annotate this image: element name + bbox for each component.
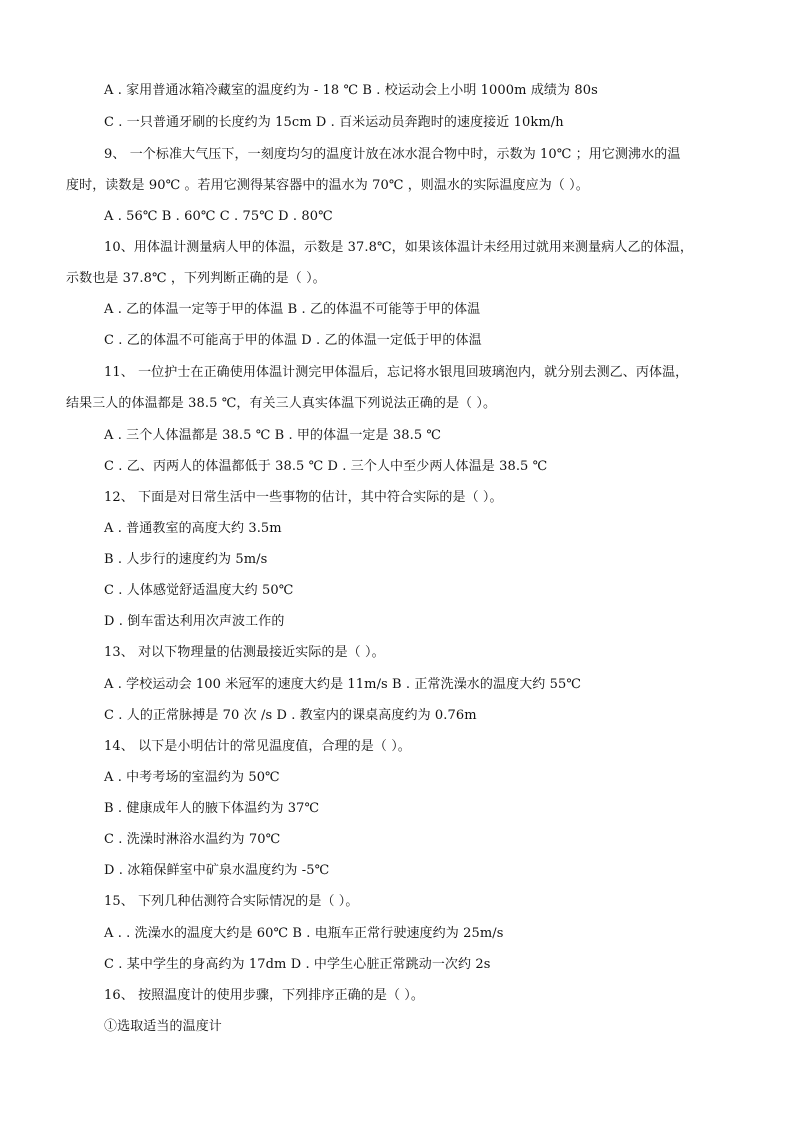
question-11-line-2: 结果三人的体温都是 38.5 ℃，有关三人真实体温下列说法正确的是（ ）。 <box>66 396 497 411</box>
option-line-8cd: C . 一只普通牙刷的长度约为 15cm D . 百米运动员奔跑时的速度接近 10km/h <box>104 115 564 130</box>
question-10-line-2: 示数也是 37.8℃ ，下列判断正确的是（ ）。 <box>66 271 326 286</box>
option-12a: A . 普通教室的高度大约 3.5m <box>104 521 282 536</box>
question-9-line-1: 9、 一个标准大气压下，一刻度均匀的温度计放在冰水混合物中时，示数为 10℃ ；用它测沸水的温 <box>104 147 681 162</box>
option-line-13ab: A . 学校运动会 100 米冠军的速度大约是 11m/s B . 正常洗澡水的温度大约 55℃ <box>104 677 582 692</box>
option-12c: C . 人体感觉舒适温度大约 50℃ <box>104 583 294 598</box>
option-line-15cd: C . 某中学生的身高约为 17dm D . 中学生心脏正常跳动一次约 2s <box>104 957 491 972</box>
option-12b: B . 人步行的速度约为 5m/s <box>104 552 268 567</box>
option-14a: A . 中考考场的室温约为 50℃ <box>104 770 280 785</box>
option-14c: C . 洗澡时淋浴水温约为 70℃ <box>104 832 281 847</box>
option-line-11cd: C . 乙、丙两人的体温都低于 38.5 ℃ D . 三个人中至少两人体温是 38.5 ℃ <box>104 459 548 474</box>
question-13: 13、 对以下物理量的估测最接近实际的是（ ）。 <box>104 645 385 660</box>
option-line-11ab: A . 三个人体温都是 38.5 ℃ B . 甲的体温一定是 38.5 ℃ <box>104 428 442 443</box>
option-line-8ab: A . 家用普通冰箱冷藏室的温度约为 - 18 ℃ B . 校运动会上小明 1000m 成绩为 80s <box>104 83 598 98</box>
question-12: 12、 下面是对日常生活中一些事物的估计，其中符合实际的是（ ）。 <box>104 490 503 505</box>
option-line-13cd: C . 人的正常脉搏是 70 次 /s D . 教室内的课桌高度约为 0.76m <box>104 708 477 723</box>
option-line-10ab: A . 乙的体温一定等于甲的体温 B . 乙的体温不可能等于甲的体温 <box>104 302 481 317</box>
question-10-line-1: 10、用体温计测量病人甲的体温，示数是 37.8℃，如果该体温计未经用过就用来测量病人乙的体温， <box>104 240 693 255</box>
question-16: 16、 按照温度计的使用步骤，下列排序正确的是（ ）。 <box>104 988 425 1003</box>
option-line-9: A . 56℃ B . 60℃ C . 75℃ D . 80℃ <box>104 209 333 224</box>
question-16-step-1: ①选取适当的温度计 <box>104 1019 222 1034</box>
option-14d: D . 冰箱保鲜室中矿泉水温度约为 -5℃ <box>104 863 330 878</box>
question-11-line-1: 11、 一位护士在正确使用体温计测完甲体温后，忘记将水银甩回玻璃泡内，就分别去测乙、丙体温， <box>104 365 689 380</box>
question-15: 15、 下列几种估测符合实际情况的是（ ）。 <box>104 894 359 909</box>
question-14: 14、 以下是小明估计的常见温度值，合理的是（ ）。 <box>104 739 411 754</box>
option-line-10cd: C . 乙的体温不可能高于甲的体温 D . 乙的体温一定低于甲的体温 <box>104 333 482 348</box>
option-line-15ab: A . . 洗澡水的温度大约是 60℃ B . 电瓶车正常行驶速度约为 25m/s <box>104 926 504 941</box>
option-14b: B . 健康成年人的腋下体温约为 37℃ <box>104 801 320 816</box>
question-9-line-2: 度时，读数是 90℃ 。若用它测得某容器中的温水为 70℃ ，则温水的实际温度应为（ ）。 <box>66 178 589 193</box>
option-12d: D . 倒车雷达利用次声波工作的 <box>104 614 285 629</box>
